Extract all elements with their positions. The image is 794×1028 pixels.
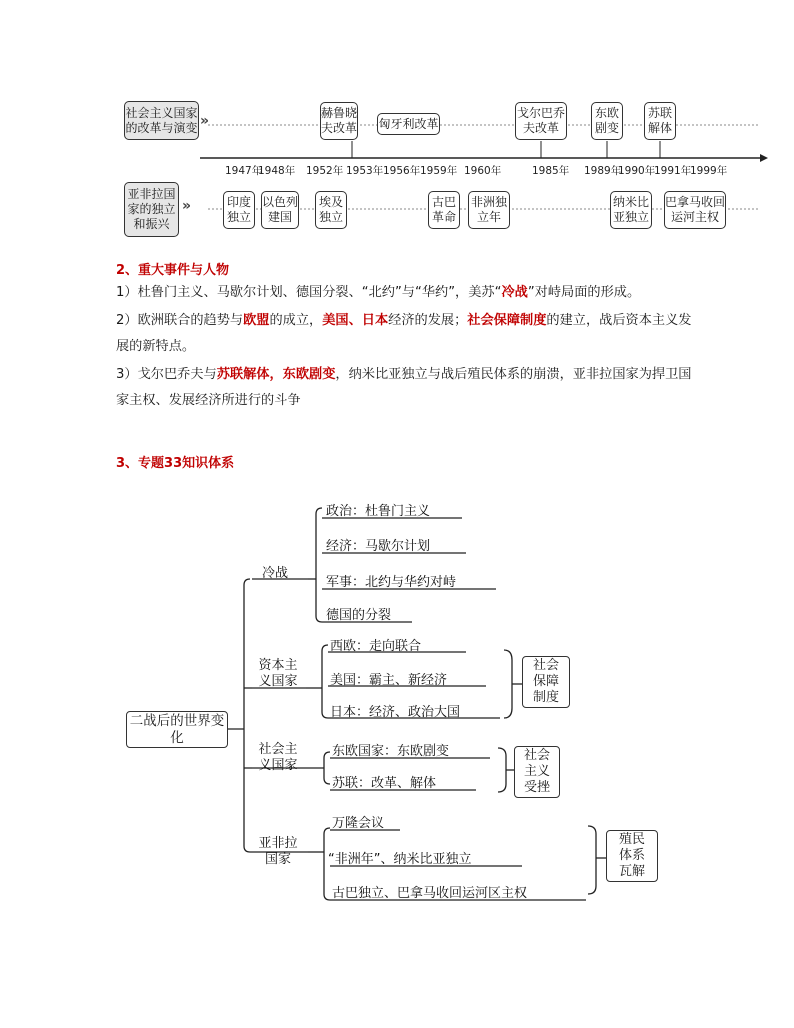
year-tick: 1991年 bbox=[654, 165, 692, 177]
p3-text-b: ，纳米比亚独立与战后殖民体系的崩溃，亚非拉国家为捍卫国家主权、发展经济所进行的斗争 bbox=[116, 367, 692, 408]
year-tick: 1956年 bbox=[383, 165, 421, 177]
event-text: 非洲独立年 bbox=[470, 195, 507, 224]
p2-highlight-1: 欧盟 bbox=[243, 313, 270, 328]
root-text: 二战后的世界变化 bbox=[129, 712, 225, 746]
cold-war-item: 军事：北约与华约对峙 bbox=[326, 575, 457, 590]
event-text: 古巴革命 bbox=[431, 195, 456, 224]
year-tick: 1953年 bbox=[346, 165, 384, 177]
socialist-item: 苏联：改革、解体 bbox=[332, 776, 437, 791]
row1-arrow-icon: » bbox=[200, 113, 208, 129]
capitalist-item: 日本：经济、政治大国 bbox=[330, 705, 461, 720]
afro-asian-item: 古巴独立、巴拿马收回运河区主权 bbox=[332, 886, 528, 901]
row2-arrow-icon: » bbox=[182, 198, 190, 214]
summary-text: 社会保障制度 bbox=[532, 658, 559, 705]
section2-heading: 2、重大事件与人物 bbox=[116, 263, 230, 278]
branch-afro-asian: 亚非拉国家 bbox=[258, 836, 298, 867]
socialist-summary bbox=[514, 746, 560, 798]
event-text: 戈尔巴乔夫改革 bbox=[516, 106, 565, 135]
year-tick: 1999年 bbox=[690, 165, 728, 177]
year-tick: 1952年 bbox=[306, 165, 344, 177]
branch-socialist: 社会主义国家 bbox=[258, 742, 298, 773]
capitalist-item: 美国：霸主、新经济 bbox=[330, 673, 448, 688]
year-tick: 1989年 bbox=[584, 165, 622, 177]
event-text: 以色列建国 bbox=[262, 195, 299, 224]
cold-war-item: 经济：马歇尔计划 bbox=[326, 539, 431, 554]
afro-asian-item: 万隆会议 bbox=[332, 816, 385, 831]
p2-highlight-2: 美国、日本 bbox=[322, 313, 389, 328]
row2-label-text: 亚非拉国家的独立和振兴 bbox=[127, 187, 176, 231]
p2-text-c: 经济的发展； bbox=[388, 313, 468, 328]
summary-text: 殖民体系瓦解 bbox=[618, 832, 645, 879]
p3-highlight: 苏联解体，东欧剧变 bbox=[216, 367, 336, 382]
p2-text-b: 的成立， bbox=[269, 313, 323, 328]
afro-asian-summary bbox=[606, 830, 658, 882]
summary-text: 社会主义受挫 bbox=[523, 748, 550, 795]
event-text: 巴拿马收回运河主权 bbox=[665, 195, 726, 224]
afro-asian-item: “非洲年”、纳米比亚独立 bbox=[328, 852, 472, 867]
event-text: 匈牙利改革 bbox=[378, 116, 439, 131]
year-tick: 1985年 bbox=[532, 165, 570, 177]
year-tick: 1947年 bbox=[225, 165, 263, 177]
tree-root bbox=[126, 711, 228, 748]
p1-highlight: 冷战 bbox=[501, 285, 528, 300]
event-text: 苏联解体 bbox=[647, 106, 672, 135]
event-text: 东欧剧变 bbox=[594, 106, 619, 135]
cold-war-item: 政治：杜鲁门主义 bbox=[326, 504, 431, 519]
p2-text-d: 的建立，战后资本主义发展的新特点。 bbox=[116, 313, 692, 354]
event-text: 埃及独立 bbox=[318, 195, 343, 224]
p2-highlight-3: 社会保障制度 bbox=[467, 313, 547, 328]
event-text: 赫鲁晓夫改革 bbox=[321, 106, 358, 135]
event-text: 纳米比亚独立 bbox=[612, 195, 649, 224]
year-tick: 1948年 bbox=[258, 165, 296, 177]
branch-capitalist: 资本主义国家 bbox=[258, 658, 298, 689]
p3-text-a: 3）戈尔巴乔夫与 bbox=[116, 367, 217, 382]
socialist-item: 东欧国家：东欧剧变 bbox=[332, 744, 450, 759]
capitalist-item: 西欧：走向联合 bbox=[330, 639, 422, 654]
event-text: 印度独立 bbox=[226, 195, 251, 224]
p1-text-b: ”对峙局面的形成。 bbox=[527, 285, 641, 300]
p1-text-a: 1）杜鲁门主义、马歇尔计划、德国分裂、“北约”与“华约”，美苏“ bbox=[116, 285, 502, 300]
cold-war-item: 德国的分裂 bbox=[326, 608, 392, 623]
p2-text-a: 2）欧洲联合的趋势与 bbox=[116, 313, 244, 328]
branch-cold-war: 冷战 bbox=[262, 566, 289, 581]
row1-label-text: 社会主义国家的改革与演变 bbox=[125, 105, 198, 135]
capitalist-summary bbox=[522, 656, 570, 708]
year-tick: 1959年 bbox=[420, 165, 458, 177]
year-tick: 1990年 bbox=[618, 165, 656, 177]
section3-heading: 3、专题33知识体系 bbox=[116, 456, 235, 471]
year-tick: 1960年 bbox=[464, 165, 502, 177]
